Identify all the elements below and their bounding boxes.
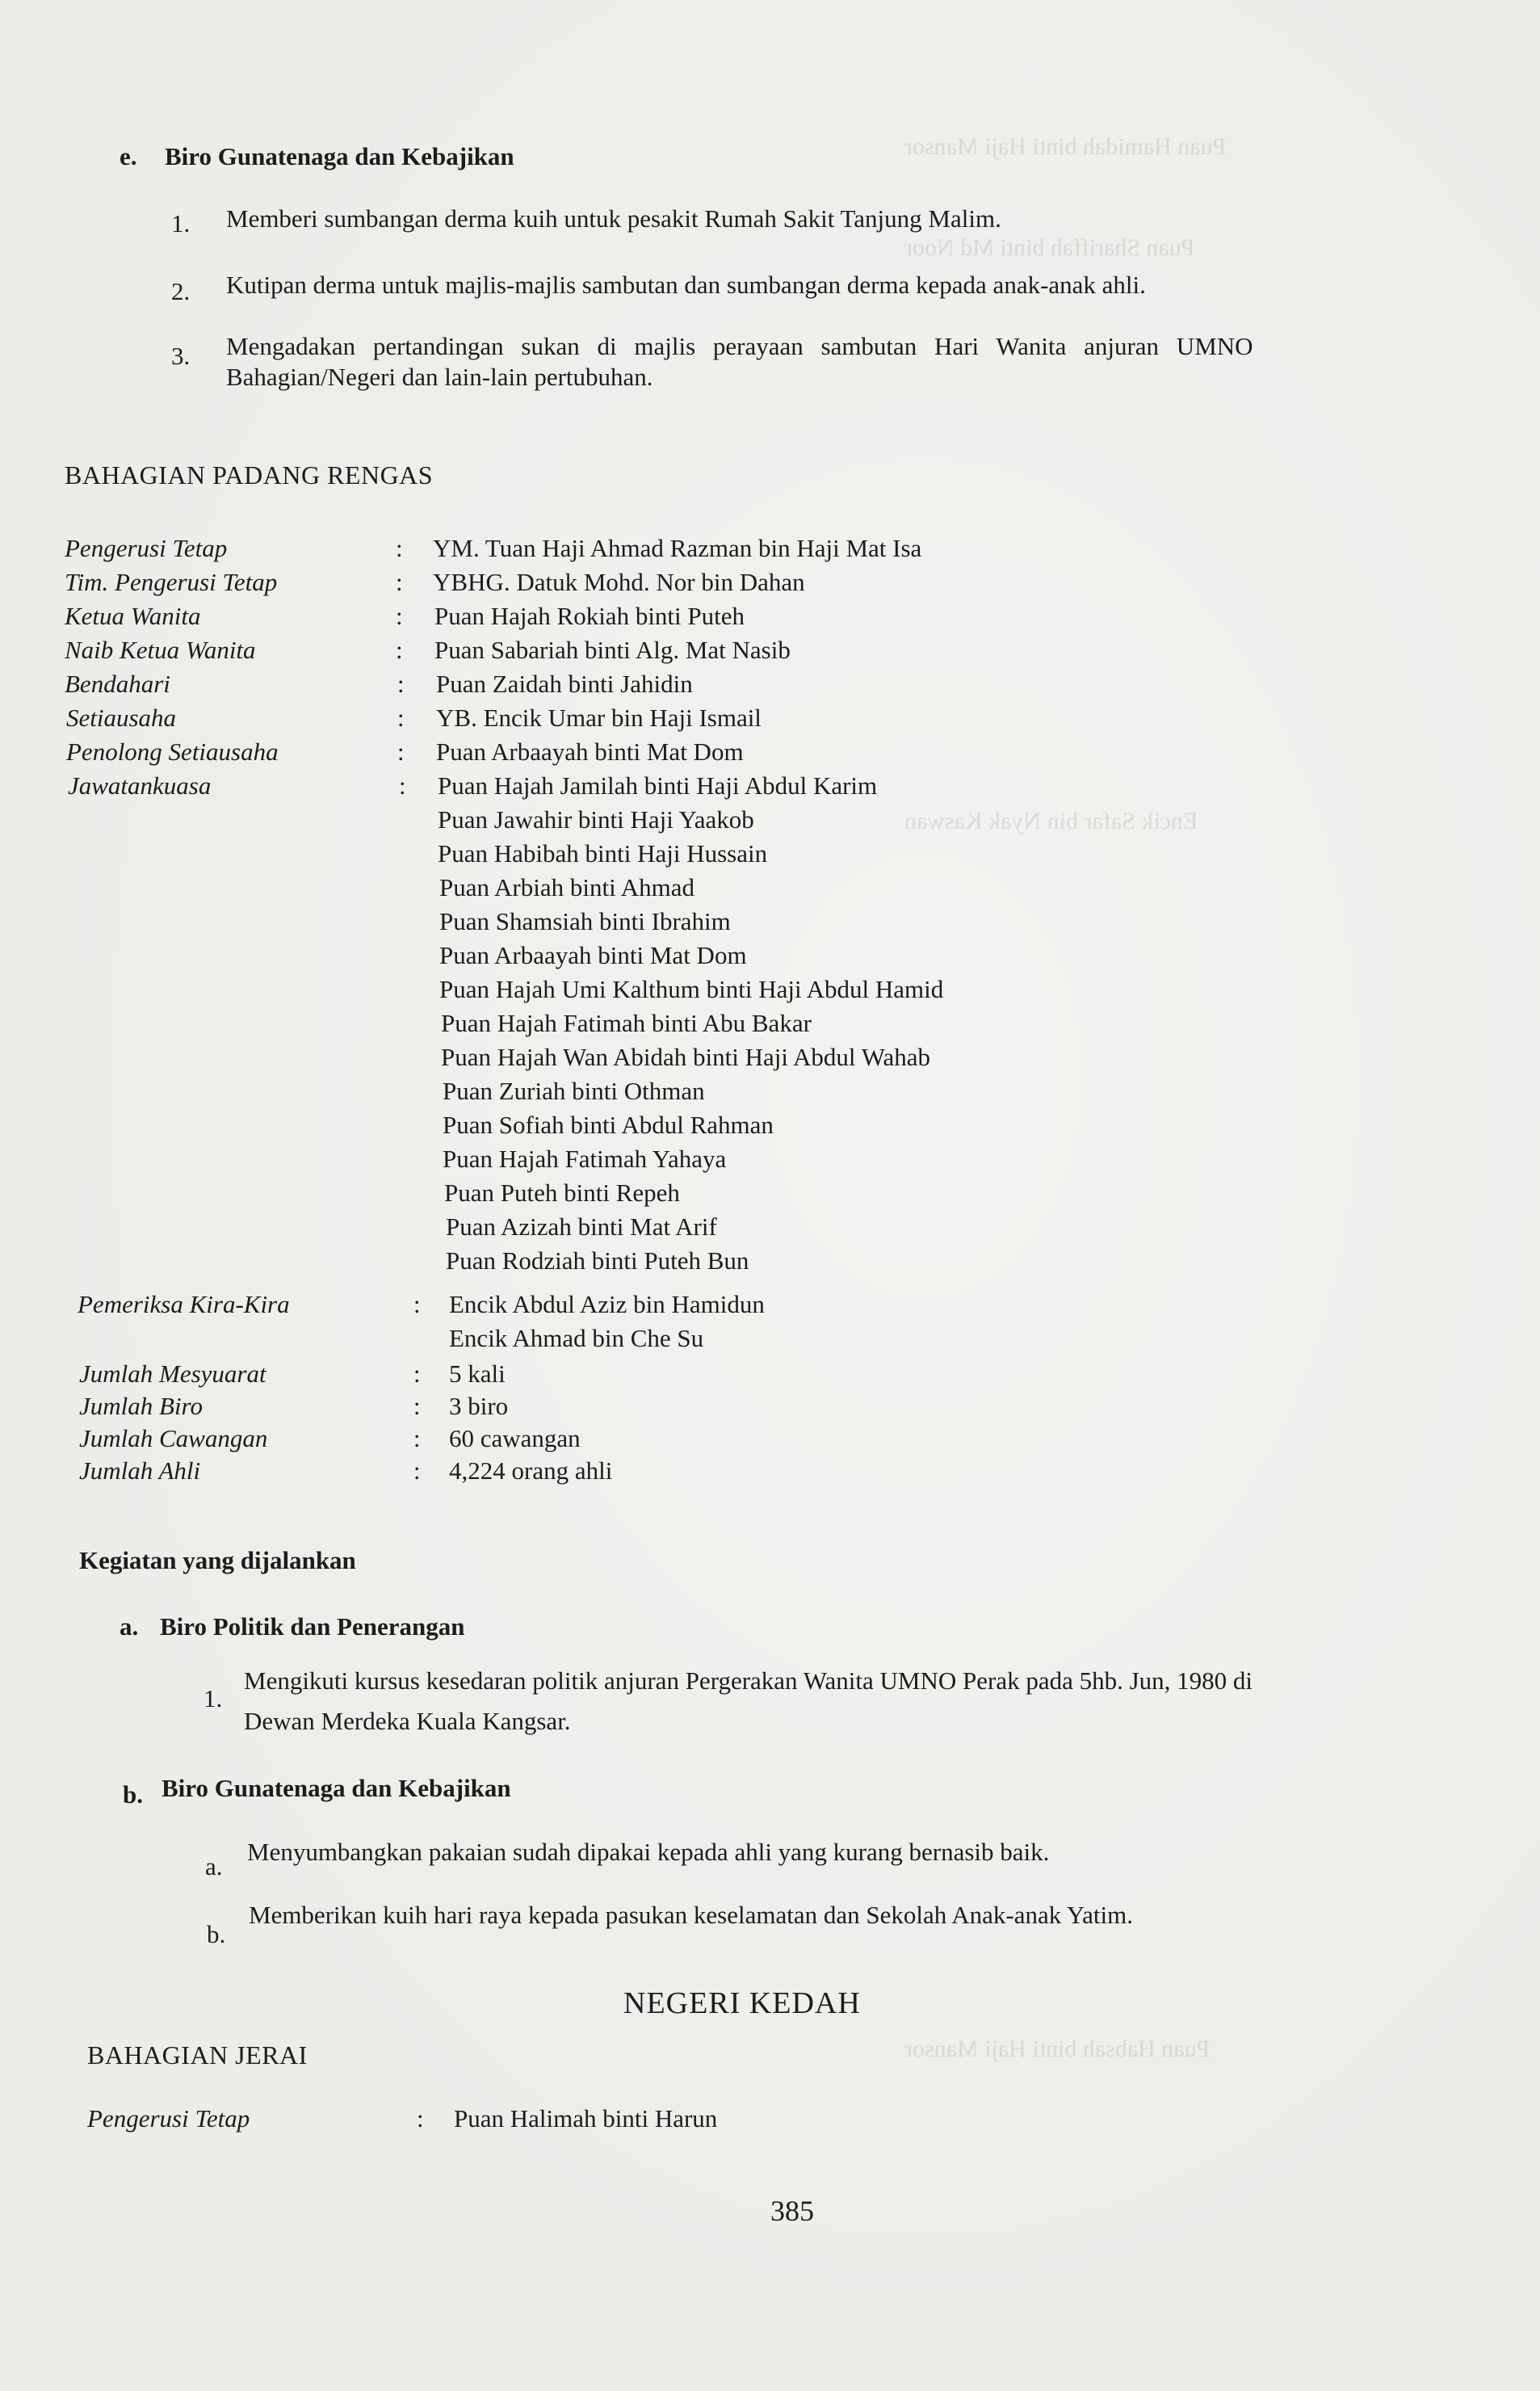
committee-member: Puan Hajah Fatimah binti Abu Bakar (441, 1009, 812, 1037)
colon: : (413, 1456, 421, 1485)
stat-label: Jumlah Ahli (79, 1456, 201, 1485)
committee-member: Puan Arbiah binti Ahmad (439, 873, 695, 901)
section-e-heading: Biro Gunatenaga dan Kebajikan (165, 142, 514, 170)
colon: : (397, 737, 405, 766)
roster-row (0, 1288, 1540, 1322)
bleed-through-text: Encik Safar bin Nyak Kaswan (904, 808, 1198, 834)
committee-member: Puan Hajah Fatimah Yahaya (443, 1145, 727, 1173)
roster-value: YB. Encik Umar bin Haji Ismail (436, 704, 762, 732)
section-e-item-number: 3. (171, 342, 191, 370)
activity-a-heading: Biro Politik dan Penerangan (160, 1612, 465, 1641)
section-title: BAHAGIAN PADANG RENGAS (65, 460, 434, 490)
roster-label: Setiausaha (66, 704, 177, 732)
activity-item-text: Memberikan kuih hari raya kepada pasukan keselamatan dan Sekolah Anak-anak Yatim. (249, 1901, 1133, 1929)
committee-member: Puan Azizah binti Mat Arif (446, 1212, 717, 1241)
section-e-item-text: Memberi sumbangan derma kuih untuk pesakit Rumah Sakit Tanjung Malim. (226, 204, 1001, 233)
stat-row (0, 1389, 1540, 1423)
stat-label: Jumlah Biro (79, 1392, 203, 1420)
stat-value: 60 cawangan (449, 1424, 581, 1452)
section-e-item-text: Mengadakan pertandingan sukan di majlis perayaan sambutan Hari Wanita anjuran UMNO (226, 332, 1253, 360)
committee-member: Puan Habibah binti Haji Hussain (438, 839, 768, 868)
committee-member: Puan Hajah Umi Kalthum binti Haji Abdul Hamid (439, 975, 944, 1003)
roster-row (0, 701, 1540, 735)
committee-member: Puan Rodziah binti Puteh Bun (446, 1246, 749, 1275)
auditor-name: Encik Ahmad bin Che Su (449, 1324, 704, 1352)
roster-label: Jawatankuasa (68, 771, 212, 800)
roster-label: Naib Ketua Wanita (65, 636, 256, 664)
section-e-letter: e. (120, 142, 137, 170)
colon: : (397, 670, 405, 698)
colon: : (396, 602, 403, 630)
page-number: 385 (770, 2195, 814, 2227)
roster-row (0, 599, 1540, 633)
section-title: BAHAGIAN JERAI (87, 2040, 308, 2070)
activity-item-text: Mengikuti kursus kesedaran politik anjuran Pergerakan Wanita UMNO Perak pada 5hb. Jun, 1980 di (244, 1666, 1253, 1695)
roster-label: Pengerusi Tetap (87, 2104, 250, 2133)
colon: : (413, 1424, 421, 1452)
roster-value: Puan Arbaayah binti Mat Dom (436, 737, 744, 766)
activity-item-number: a. (205, 1852, 223, 1880)
committee-member: Puan Sofiah binti Abdul Rahman (443, 1111, 774, 1139)
committee-member: Puan Zuriah binti Othman (443, 1077, 705, 1105)
roster-row (0, 667, 1540, 701)
activities-title: Kegiatan yang dijalankan (79, 1546, 356, 1574)
roster-label: Tim. Pengerusi Tetap (65, 568, 278, 596)
roster-row (0, 2102, 1540, 2136)
activity-b-heading: Biro Gunatenaga dan Kebajikan (162, 1774, 511, 1802)
bleed-through-text: Puan Hamidah binti Haji Mansor (904, 133, 1227, 160)
activity-a-letter: a. (120, 1612, 139, 1641)
roster-row (0, 769, 1540, 803)
roster-row (0, 633, 1540, 667)
colon: : (413, 1392, 421, 1420)
roster-row (0, 565, 1540, 599)
stat-value: 4,224 orang ahli (449, 1456, 613, 1485)
activity-item-number: 1. (204, 1684, 223, 1712)
stat-row (0, 1357, 1540, 1391)
roster-value: Encik Abdul Aziz bin Hamidun (449, 1290, 765, 1318)
stat-value: 3 biro (449, 1392, 509, 1420)
roster-row (0, 735, 1540, 769)
stat-label: Jumlah Mesyuarat (79, 1359, 266, 1388)
stat-value: 5 kali (449, 1359, 506, 1388)
section-e-item-text-continued: Bahagian/Negeri dan lain-lain pertubuhan. (226, 363, 653, 391)
stat-row (0, 1422, 1540, 1456)
roster-value: Puan Hajah Rokiah binti Puteh (434, 602, 745, 630)
roster-label: Pemeriksa Kira-Kira (78, 1290, 290, 1318)
state-title: NEGERI KEDAH (623, 1986, 861, 2020)
stat-label: Jumlah Cawangan (79, 1424, 268, 1452)
committee-member: Puan Puteh binti Repeh (444, 1179, 680, 1207)
activity-item-text-continued: Dewan Merdeka Kuala Kangsar. (244, 1707, 571, 1735)
committee-member: Puan Shamsiah binti Ibrahim (439, 907, 731, 935)
roster-row (0, 532, 1540, 565)
activity-item-number: b. (207, 1920, 226, 1948)
roster-value: Puan Hajah Jamilah binti Haji Abdul Karim (438, 771, 878, 800)
committee-member: Puan Arbaayah binti Mat Dom (439, 941, 747, 969)
roster-value: YM. Tuan Haji Ahmad Razman bin Haji Mat Isa (433, 534, 922, 562)
roster-value: Puan Sabariah binti Alg. Mat Nasib (434, 636, 791, 664)
roster-label: Ketua Wanita (65, 602, 201, 630)
colon: : (413, 1359, 421, 1388)
colon: : (399, 771, 406, 800)
bleed-through-text: Puan Habsah binti Haji Mansor (904, 2036, 1211, 2062)
section-e-item-text: Kutipan derma untuk majlis-majlis sambutan dan sumbangan derma kepada anak-anak ahli. (226, 271, 1146, 299)
colon: : (396, 534, 403, 562)
committee-member: Puan Hajah Wan Abidah binti Haji Abdul Wahab (441, 1043, 931, 1071)
bleed-through-text: Puan Shariffah binti Md Noor (904, 234, 1195, 261)
activity-b-letter: b. (123, 1780, 143, 1809)
colon: : (417, 2104, 424, 2133)
roster-label: Pengerusi Tetap (65, 534, 228, 562)
roster-value: Puan Halimah binti Harun (454, 2104, 718, 2133)
colon: : (396, 568, 403, 596)
roster-value: YBHG. Datuk Mohd. Nor bin Dahan (433, 568, 805, 596)
roster-label: Bendahari (65, 670, 170, 698)
colon: : (397, 704, 405, 732)
roster-value: Puan Zaidah binti Jahidin (436, 670, 693, 698)
stat-row (0, 1454, 1540, 1488)
colon: : (413, 1290, 421, 1318)
roster-label: Penolong Setiausaha (66, 737, 279, 766)
section-e-item-number: 2. (171, 277, 191, 305)
section-e-item-number: 1. (171, 209, 191, 237)
activity-item-text: Menyumbangkan pakaian sudah dipakai kepada ahli yang kurang bernasib baik. (247, 1838, 1050, 1866)
committee-member: Puan Jawahir binti Haji Yaakob (438, 805, 754, 834)
colon: : (396, 636, 403, 664)
